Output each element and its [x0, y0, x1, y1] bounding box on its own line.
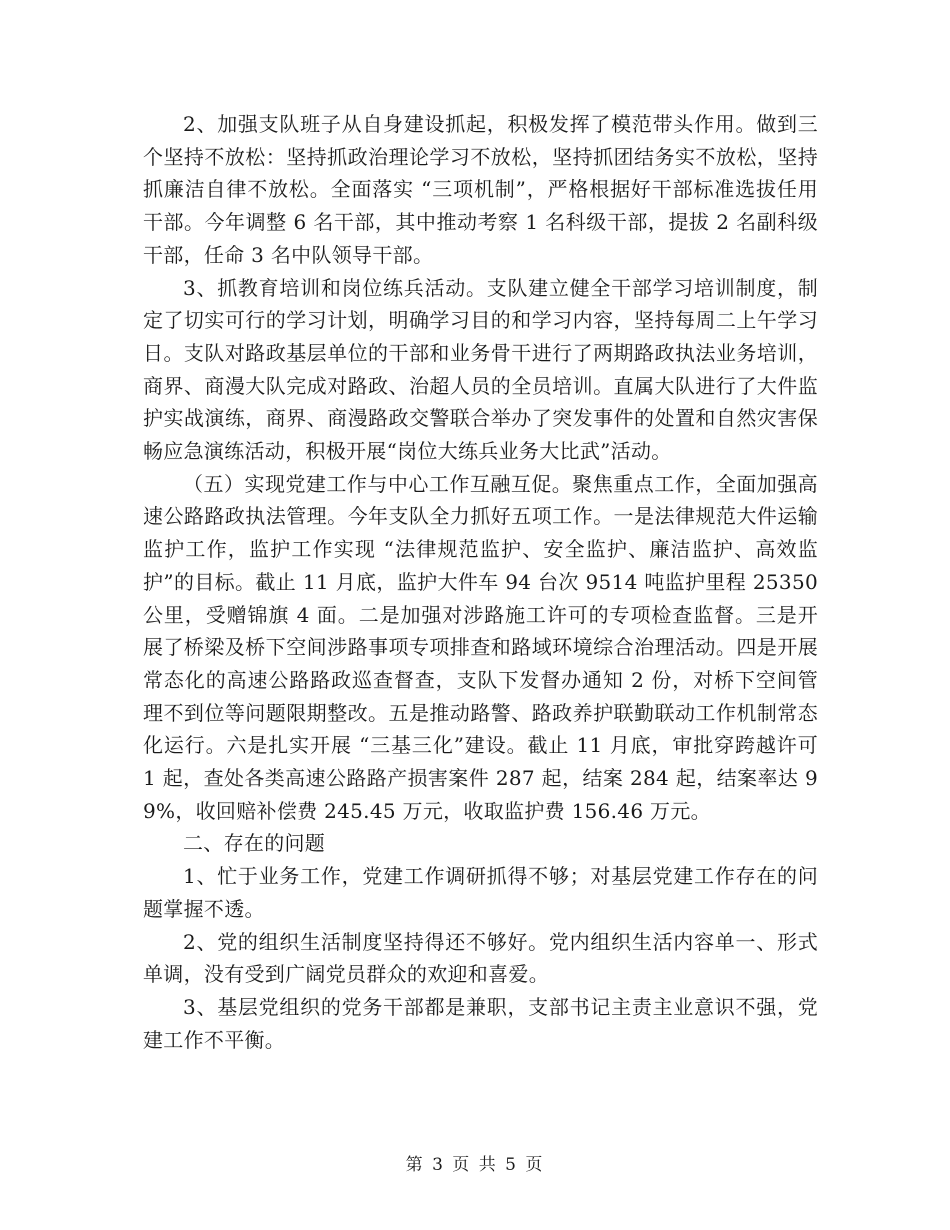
document-body [143, 108, 818, 1056]
section-heading-problems: 二、存在的问题 [183, 831, 326, 856]
page-footer: 第 3 页 共 5 页 [405, 1155, 545, 1175]
paragraph-cadre-team-building: 2、加强支队班子从自身建设抓起，积极发挥了模范带头作用。做到三个坚持不放松：坚持抓政治理论学习不放松，坚持抓团结务实不放松，坚持抓廉洁自律不放松。全面落实 “三项机制”，严格根据好干部标准选拔任用干部。今年调整 6 名干部，其中推动考察 1 名科级干部，提拔 2 名副科级干部，任命 3 名中队领导干部。 [143, 112, 818, 267]
paragraph-education-training: 3、抓教育培训和岗位练兵活动。支队建立健全干部学习培训制度，制定了切实可行的学习计划，明确学习目的和学习内容，坚持每周二上午学习日。支队对路政基层单位的干部和业务骨干进行了两期路政执法业务培训，商界、商漫大队完成对路政、治超人员的全员培训。直属大队进行了大件监护实战演练，商界、商漫路政交警联合举办了突发事件的处置和自然灾害保畅应急演练活动，积极开展“岗位大练兵业务大比武”活动。 [143, 275, 818, 464]
paragraph-problem-1: 1、忙于业务工作，党建工作调研抓得不够；对基层党建工作存在的问题掌握不透。 [143, 864, 818, 921]
paragraph-problem-3: 3、基层党组织的党务干部都是兼职，支部书记主责主业意识不强，党建工作不平衡。 [143, 994, 818, 1052]
paragraph-problem-2: 2、党的组织生活制度坚持得还不够好。党内组织生活内容单一、形式单调，没有受到广阔党员群众的欢迎和喜爱。 [143, 929, 818, 987]
paragraph-party-building-integration: （五）实现党建工作与中心工作互融互促。聚焦重点工作，全面加强高速公路路政执法管理。今年支队全力抓好五项工作。一是法律规范大件运输监护工作，监护工作实现 “法律规范监护、安全监护、廉洁监护、高效监护”的目标。截止 11 月底，监护大件车 94 台次 9514 吨监护里程 25350 公里，受赠锦旗 4 面。二是加强对涉路施工许可的专项检查监督。三是开展了桥梁及桥下空间涉路事项专项排查和路域环境综合治理活动。四是开展常态化的高速公路路政巡查督查，支队下发督办通知 2 份，对桥下空间管理不到位等问题限期整改。五是推动路警、路政养护联勤联动工作机制常态化运行。六是扎实开展 “三基三化”建设。截止 11 月底，审批穿跨越许可 1 起，查处各类高速公路路产损害案件 287 起，结案 284 起，结案率达 99%，收回赔补偿费 245.45 万元，收取监护费 156.46 万元。 [143, 471, 818, 823]
